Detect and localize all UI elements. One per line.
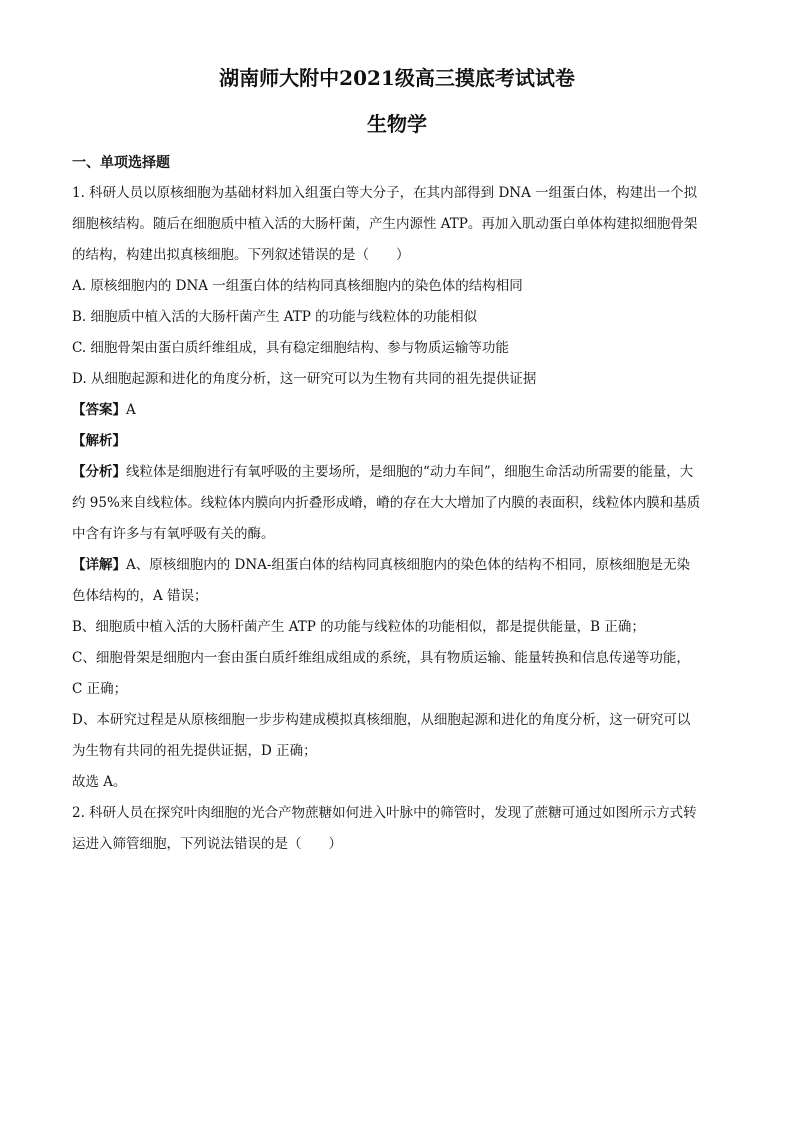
question-2 — [72, 798, 722, 860]
figure-placeholder-area — [72, 860, 722, 1100]
question-2-stem-line-2: 运进入筛管细胞，下列说法错误的是（ ） — [72, 836, 342, 852]
option-c: C. 细胞骨架由蛋白质纤维组成，具有稳定细胞结构、参与物质运输等功能 — [72, 340, 509, 356]
detail-text-1: A、原核细胞内的 DNA-组蛋白体的结构同真核细胞内的染色体的结构不相同，原核细胞是无染 — [126, 557, 690, 573]
exam-subject: 生物学 — [367, 112, 427, 136]
answer-value: A — [126, 402, 136, 418]
question-1-stem-line-2: 细胞核结构。随后在细胞质中植入活的大肠杆菌，产生内源性 ATP。再加入肌动蛋白单体构建拟细胞骨架 — [72, 216, 698, 232]
fenxi-tag: 分析 — [85, 464, 113, 480]
question-1 — [72, 178, 722, 798]
exam-title: 湖南师大附中2021级高三摸底考试试卷 — [219, 66, 575, 90]
fenxi-line-2: 约 95%来自线粒体。线粒体内膜向内折叠形成嵴，嵴的存在大大增加了内膜的表面积，线粒体内膜和基质 — [72, 495, 701, 511]
analysis-heading: 【解析】 — [72, 433, 126, 449]
option-a: A. 原核细胞内的 DNA 一组蛋白体的结构同真核细胞内的染色体的结构相同 — [72, 278, 523, 294]
detail-line-1: 【详解】A、原核细胞内的 DNA-组蛋白体的结构同真核细胞内的染色体的结构不相同，原核细胞是无染 — [72, 557, 690, 573]
detail-tag: 详解 — [85, 557, 113, 573]
detail-line-5: C 正确； — [72, 681, 128, 697]
analysis-tag: 解析 — [85, 433, 113, 449]
detail-line-8: 故选 A。 — [72, 774, 127, 790]
fenxi-line-1: 【分析】线粒体是细胞进行有氧呼吸的主要场所，是细胞的“动力车间”，细胞生命活动所需要的能量，大 — [72, 464, 694, 480]
detail-line-6: D、本研究过程是从原核细胞一步步构建成模拟真核细胞，从细胞起源和进化的角度分析，这一研究可以 — [72, 712, 691, 728]
section-heading: 一、单项选择题 — [72, 155, 170, 171]
question-1-stem-line-1: 1. 科研人员以原核细胞为基础材料加入组蛋白等大分子，在其内部得到 DNA 一组蛋白体，构建出一个拟 — [72, 185, 698, 201]
question-2-stem-line-1: 2. 科研人员在探究叶肉细胞的光合产物蔗糖如何进入叶脉中的筛管时，发现了蔗糖可通过如图所示方式转 — [72, 805, 697, 821]
question-1-stem-line-3: 的结构，构建出拟真核细胞。下列叙述错误的是（ ） — [72, 247, 410, 263]
detail-line-4: C、细胞骨架是细胞内一套由蛋白质纤维组成组成的系统，具有物质运输、能量转换和信息传递等功能， — [72, 650, 690, 666]
answer-tag: 答案 — [85, 402, 113, 418]
fenxi-text-1: 线粒体是细胞进行有氧呼吸的主要场所，是细胞的“动力车间”，细胞生命活动所需要的能量，大 — [126, 464, 694, 480]
option-d: D. 从细胞起源和进化的角度分析，这一研究可以为生物有共同的祖先提供证据 — [72, 371, 537, 387]
fenxi-line-3: 中含有许多与有氧呼吸有关的酶。 — [72, 526, 275, 542]
detail-line-7: 为生物有共同的祖先提供证据，D 正确； — [72, 743, 317, 759]
detail-line-2: 色体结构的，A 错误； — [72, 588, 208, 604]
detail-line-3: B、细胞质中植入活的大肠杆菌产生 ATP 的功能与线粒体的功能相似，都是提供能量，B 正确； — [72, 619, 645, 635]
answer-line: 【答案】A — [72, 402, 136, 418]
option-b: B. 细胞质中植入活的大肠杆菌产生 ATP 的功能与线粒体的功能相似 — [72, 309, 478, 325]
